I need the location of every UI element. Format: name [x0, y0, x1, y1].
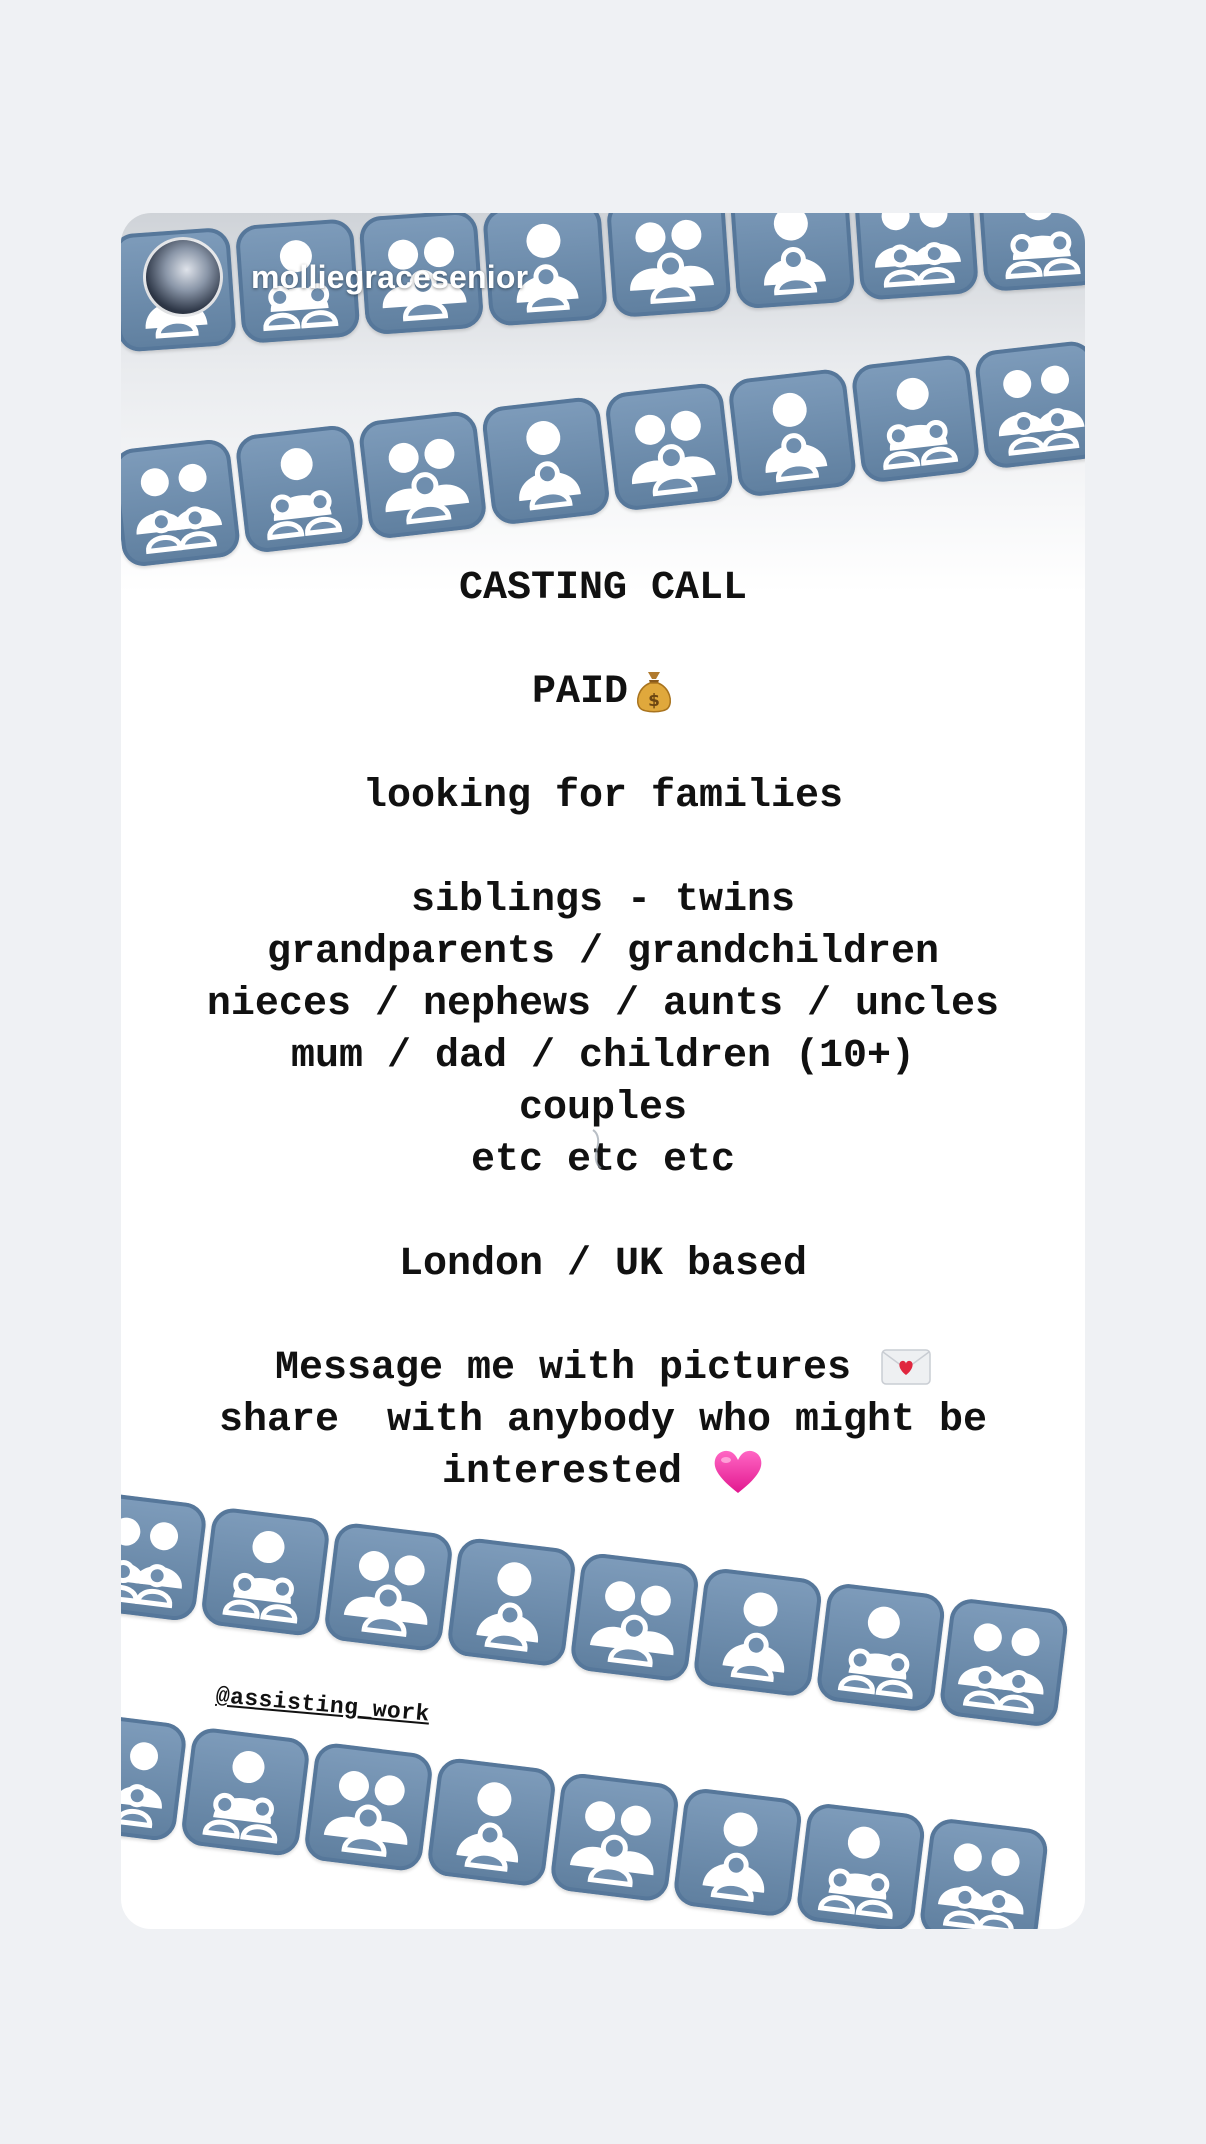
- love-letter-icon: [881, 1349, 931, 1385]
- family-emoji-icon: [121, 438, 242, 569]
- grandparents-line: grandparents / grandchildren: [266, 930, 940, 975]
- pink-heart-icon: [712, 1447, 764, 1495]
- couples-line: couples: [518, 1086, 688, 1131]
- nieces-line: nieces / nephews / aunts / uncles: [206, 982, 1000, 1027]
- parents-line: mum / dad / children (10+): [290, 1034, 916, 1079]
- family-emoji-icon: [323, 1521, 455, 1653]
- family-emoji-icon: [549, 1771, 681, 1903]
- profile-avatar[interactable]: [143, 237, 223, 317]
- message-line: [121, 1343, 1085, 1395]
- story-text: [121, 563, 1085, 1499]
- family-emoji-icon: [234, 424, 365, 555]
- family-emoji-icon: [569, 1551, 701, 1683]
- interested-text: interested: [441, 1450, 683, 1495]
- family-emoji-icon: [727, 367, 858, 498]
- family-emoji-icon: [121, 1491, 208, 1623]
- family-emoji-icon: [303, 1741, 435, 1873]
- interested-line: [121, 1447, 1085, 1499]
- siblings-line: siblings - twins: [410, 878, 796, 923]
- family-emoji-icon: [357, 410, 488, 541]
- family-emoji-icon: [815, 1582, 947, 1714]
- message-text: Message me with pictures: [274, 1346, 852, 1391]
- family-emoji-icon: [200, 1506, 332, 1638]
- family-emoji-icon: [180, 1726, 312, 1858]
- family-emoji-icon: [795, 1802, 927, 1929]
- mention-tag[interactable]: @assisting_work: [214, 1683, 431, 1728]
- paid-text: PAID: [531, 670, 628, 715]
- money-bag-icon: [634, 668, 674, 714]
- family-emoji-icon: [729, 213, 855, 309]
- svg-text:$: $: [648, 691, 660, 712]
- family-emoji-icon: [426, 1756, 558, 1888]
- family-emoji-icon: [672, 1787, 804, 1919]
- looking-line: looking for families: [362, 774, 844, 819]
- family-emoji-icon: [446, 1536, 578, 1668]
- etc-line: etc etc etc: [470, 1138, 736, 1183]
- family-emoji-icon: [481, 396, 612, 527]
- story-username[interactable]: molliegracesenior: [251, 258, 529, 295]
- family-emoji-icon: [918, 1817, 1050, 1929]
- family-emoji-icon: [606, 213, 732, 318]
- family-emoji-icon: [938, 1597, 1070, 1729]
- story-header: [143, 237, 528, 317]
- location-line: London / UK based: [398, 1242, 808, 1287]
- family-emoji-icon: [692, 1567, 824, 1699]
- family-emoji-icon: [121, 1711, 188, 1843]
- family-emoji-icon: [853, 213, 979, 301]
- story-title: CASTING CALL: [458, 566, 748, 611]
- family-emoji-icon: [604, 381, 735, 512]
- text-cursor-icon: [585, 1128, 609, 1170]
- story-card[interactable]: [121, 213, 1085, 1929]
- emoji-row-bottom-2: [121, 1711, 1050, 1929]
- story-paid-line: [121, 667, 1085, 719]
- family-emoji-icon: [977, 213, 1085, 292]
- family-emoji-icon: [850, 353, 981, 484]
- share-line: share with anybody who might be: [218, 1398, 988, 1443]
- family-emoji-icon: [973, 339, 1085, 470]
